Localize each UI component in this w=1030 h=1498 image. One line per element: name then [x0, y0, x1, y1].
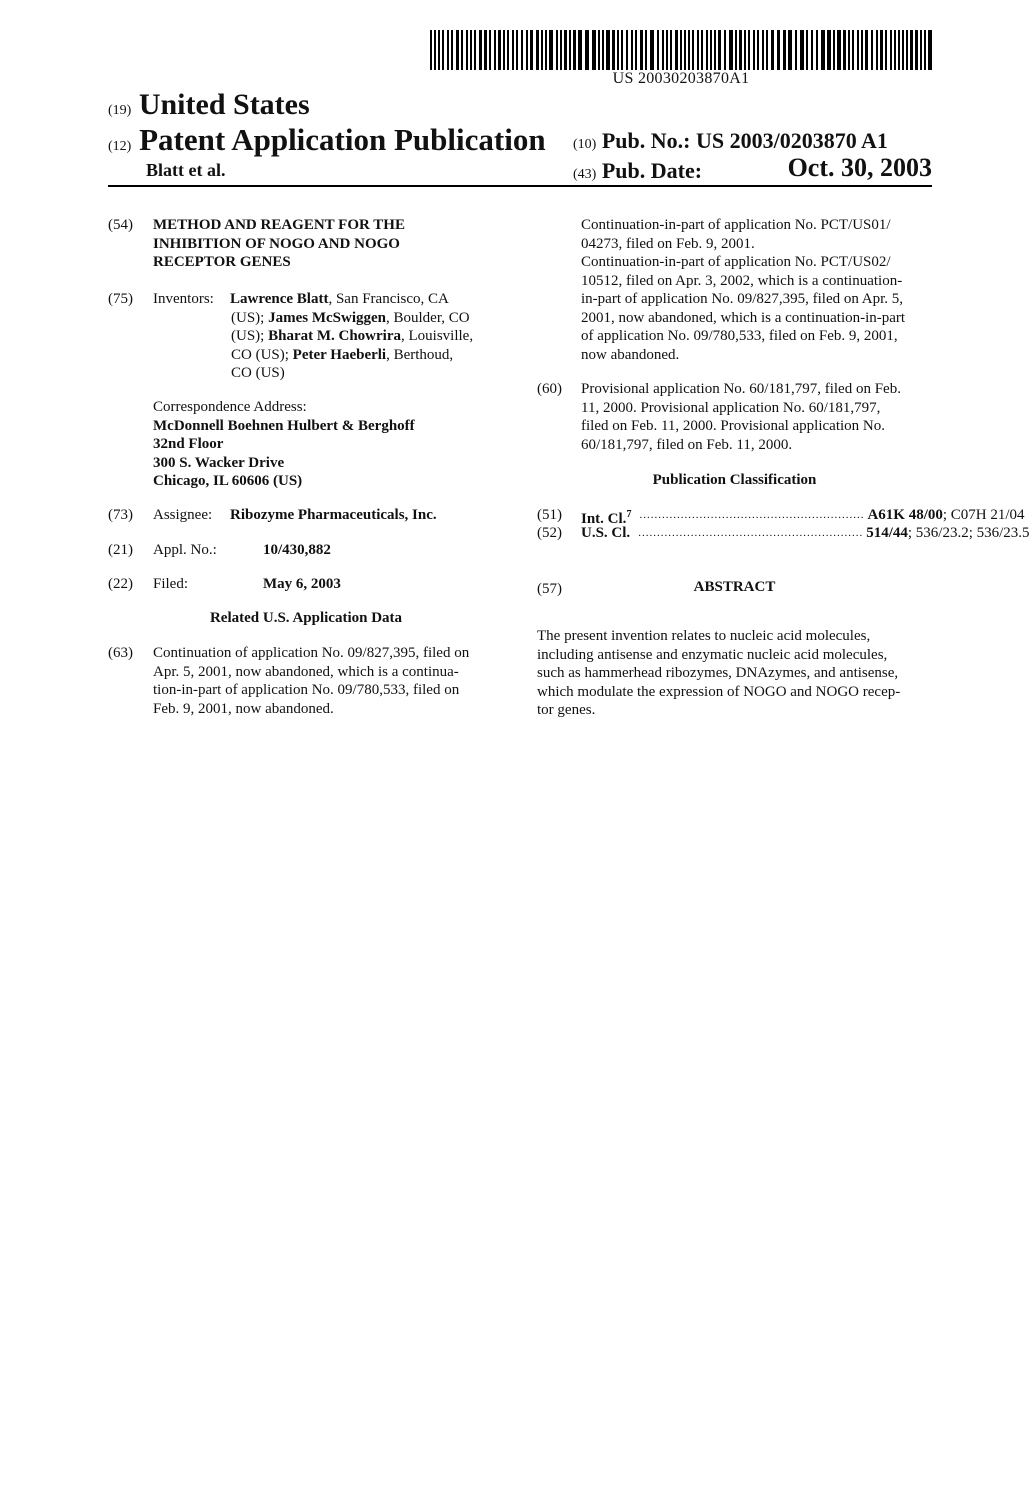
code-73: (73): [108, 507, 133, 523]
code-75: (75): [108, 291, 133, 307]
continuation-text: [153, 644, 504, 718]
text-line: such as hammerhead ribozymes, DNAzymes, and antisense,: [537, 665, 899, 681]
text-line: including antisense and enzymatic nucleic acid molecules,: [537, 646, 888, 663]
text-line: now abandoned.: [581, 346, 680, 363]
inventor-line: [230, 346, 504, 365]
correspondence-line: Chicago, IL 60606 (US): [153, 473, 303, 489]
text-line: 60/181,797, filed on Feb. 11, 2000.: [581, 436, 793, 453]
text-line: 2001, now abandoned, which is a continuation-in-part: [581, 309, 906, 326]
appl-no: 10/430,882: [263, 542, 331, 558]
header-rule: [108, 185, 932, 187]
leader-dots: ............................................................: [639, 509, 865, 521]
pub-class-heading: Publication Classification: [652, 472, 817, 488]
code-12: (12): [108, 139, 132, 154]
code-52: (52): [537, 525, 562, 541]
correspondence-line: 32nd Floor: [153, 436, 224, 452]
inventor-name: James McSwiggen: [268, 309, 386, 326]
pub-date: Oct. 30, 2003: [787, 153, 932, 182]
inventor-country: CO (US);: [231, 346, 293, 363]
inventor-line: CO (US): [231, 365, 285, 381]
inventor-name: Peter Haeberli: [292, 346, 387, 363]
related-data-heading: Related U.S. Application Data: [209, 610, 403, 626]
correspondence-line: McDonnell Boehnen Hulbert & Berghoff: [153, 417, 415, 434]
us-cl-label: U.S. Cl.: [581, 525, 631, 541]
country: United States: [138, 88, 310, 121]
code-54: (54): [108, 217, 133, 233]
text-line: in-part of application No. 09/827,395, filed on Apr. 5,: [581, 291, 904, 307]
us-cl-primary: 514/44: [866, 525, 908, 541]
int-cl-superscript: 7: [626, 509, 632, 520]
inventors-label: Inventors:: [153, 291, 214, 307]
text-line: Continuation of application No. 09/827,395, filed on: [153, 645, 470, 661]
inventor-line: [230, 327, 504, 346]
inventors: [230, 290, 504, 383]
int-cl-primary: A61K 48/00: [867, 507, 943, 523]
text-line: tion-in-part of application No. 09/780,533, filed on: [153, 682, 460, 698]
pub-no-line: [573, 128, 888, 154]
inventor-location: , Berthoud,: [386, 346, 454, 363]
assignee-label: Assignee:: [153, 507, 213, 523]
text-line: Continuation-in-part of application No. PCT/US02/: [581, 254, 891, 270]
pub-no-label: Pub. No.:: [601, 128, 691, 153]
inventor-line: [230, 309, 504, 328]
provisional-text: [581, 380, 932, 454]
country-heading: [108, 88, 310, 122]
correspondence-address: [153, 398, 503, 491]
leader-dots: ............................................................: [638, 527, 864, 539]
text-line: which modulate the expression of NOGO and NOGO recep-: [537, 683, 901, 700]
doc-type-heading: [108, 122, 546, 158]
code-19: (19): [108, 103, 132, 118]
inventor-name: Bharat M. Chowrira: [268, 328, 401, 344]
correspondence-line: 300 S. Wacker Drive: [153, 454, 285, 471]
inventor-line: [230, 290, 504, 309]
title-line: INHIBITION OF NOGO AND NOGO: [153, 235, 400, 252]
text-line: filed on Feb. 11, 2000. Provisional application No.: [581, 418, 885, 434]
text-line: 10512, filed on Apr. 3, 2002, which is a continuation-: [581, 272, 903, 289]
text-line: Apr. 5, 2001, now abandoned, which is a continua-: [153, 663, 459, 680]
text-line: Feb. 9, 2001, now abandoned.: [153, 700, 334, 717]
us-cl-line: [581, 524, 1030, 543]
us-cl-secondary: ; 536/23.2; 536/23.5: [907, 525, 1030, 541]
barcode-number: US 20030203870A1: [612, 70, 750, 87]
code-63: (63): [108, 645, 133, 661]
code-22: (22): [108, 576, 133, 592]
doc-type: Patent Application Publication: [139, 122, 546, 157]
inventor-location: , San Francisco, CA: [328, 291, 449, 307]
inventor-country: (US);: [231, 328, 269, 344]
text-line: Continuation-in-part of application No. PCT/US01/: [581, 217, 891, 233]
title-line: RECEPTOR GENES: [153, 254, 291, 270]
pub-date-label: Pub. Date:: [601, 158, 703, 183]
int-cl-secondary: ; C07H 21/04: [942, 507, 1025, 523]
text-line: 04273, filed on Feb. 9, 2001.: [581, 235, 755, 252]
text-line: Provisional application No. 60/181,797, filed on Feb.: [581, 381, 901, 397]
filed-label: Filed:: [153, 576, 189, 592]
barcode-bar: [928, 30, 932, 70]
barcode: [430, 30, 932, 70]
abstract-text: [537, 627, 932, 720]
text-line: 11, 2000. Provisional application No. 60/181,797,: [581, 399, 881, 416]
code-60: (60): [537, 381, 562, 397]
appl-no-label: Appl. No.:: [153, 542, 217, 558]
pub-date-line: [573, 158, 702, 184]
title: [153, 216, 503, 272]
filed-date: May 6, 2003: [263, 576, 341, 592]
code-21: (21): [108, 542, 133, 558]
code-51: (51): [537, 507, 562, 523]
correspondence-label: Correspondence Address:: [153, 399, 307, 415]
inventor-name: Lawrence Blatt: [230, 291, 329, 307]
pub-no: US 2003/0203870 A1: [695, 128, 888, 153]
abstract-heading: ABSTRACT: [693, 579, 776, 595]
code-57: (57): [537, 581, 562, 597]
inventor-location: , Louisville,: [401, 328, 474, 344]
inventor-location: , Boulder, CO: [386, 309, 470, 326]
int-cl-text: Int. Cl.: [581, 511, 627, 527]
text-line: of application No. 09/780,533, filed on Feb. 9, 2001,: [581, 328, 898, 344]
text-line: tor genes.: [537, 702, 596, 718]
code-10: (10): [573, 137, 597, 152]
continuation-in-part-text: [581, 216, 932, 364]
inventor-country: (US);: [231, 309, 269, 326]
text-line: The present invention relates to nucleic acid molecules,: [537, 628, 871, 644]
code-43: (43): [573, 167, 597, 182]
first-inventor: Blatt et al.: [146, 160, 226, 180]
title-line: METHOD AND REAGENT FOR THE: [153, 217, 405, 233]
assignee: Ribozyme Pharmaceuticals, Inc.: [230, 507, 437, 523]
